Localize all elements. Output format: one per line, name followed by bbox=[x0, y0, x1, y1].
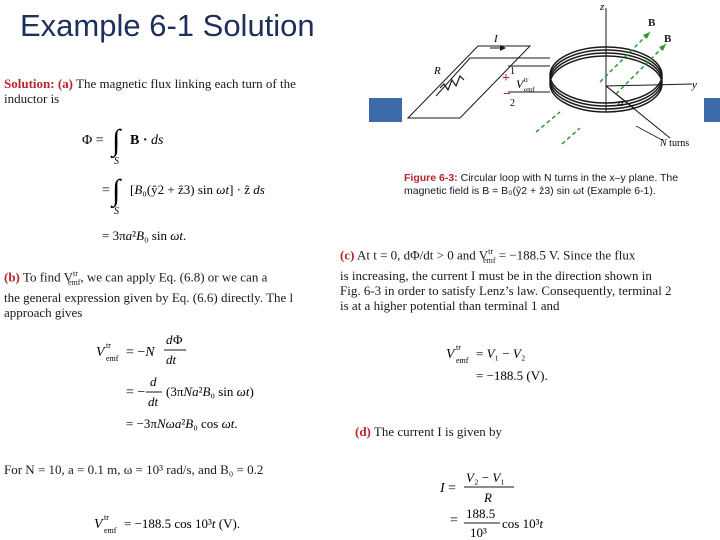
y-axis bbox=[606, 84, 692, 86]
eq-neg-N: = −N bbox=[126, 345, 155, 360]
part-b-text: (b) To find $V^{tr}_{emf}$, we can apply Eq. (6.8) or we can a the general expression given by Eq. (6.6) directly. The l approach gives bbox=[4, 269, 294, 320]
values-line: For N = 10, a = 0.1 m, ω = 10³ rad/s, and B₀ = 0.2 bbox=[4, 462, 264, 477]
part-c-eq1: = V₁ − V₂ bbox=[476, 346, 526, 361]
figure-caption-line2: magnetic field is B = B₀(ŷ2 + ẑ3) sin ωt (Example 6-1). bbox=[404, 185, 656, 197]
figure-caption-label: Figure 6-3: bbox=[404, 172, 458, 184]
eq3: = −3πNωa²B₀ cos ωt. bbox=[126, 416, 238, 431]
solution-label: Solution: bbox=[4, 76, 55, 91]
emf-sub-2: emf bbox=[104, 526, 117, 535]
dt-den: dt bbox=[166, 352, 177, 367]
flux-eq-line2-eq: = bbox=[102, 183, 110, 198]
plus-sign: + bbox=[502, 71, 510, 86]
part-d-line1: The current I is given by bbox=[373, 424, 503, 439]
blue-bar-left bbox=[369, 98, 402, 122]
figure-6-3 bbox=[400, 0, 710, 160]
part-b-line1: To find V bbox=[22, 269, 74, 285]
frac2-num: 188.5 bbox=[466, 506, 496, 521]
current-eq-lhs: I = bbox=[440, 481, 457, 496]
emf-sub-1: emf bbox=[106, 354, 119, 363]
integral-sign-1: ∫ bbox=[112, 124, 121, 157]
y-axis-label: y bbox=[692, 79, 697, 91]
current-eq2-tail: cos 10³t bbox=[502, 516, 544, 531]
v-emf-symbol-1: V bbox=[96, 345, 105, 360]
tr-sup-2: tr bbox=[104, 513, 109, 522]
minus-sign: − bbox=[503, 87, 511, 102]
figure-caption bbox=[404, 172, 678, 198]
part-c-equations bbox=[442, 340, 662, 390]
part-d-text bbox=[355, 424, 502, 439]
terminal-2-label: 2 bbox=[510, 98, 515, 109]
part-c-line3: Fig. 6-3 in order to satisfy Lenz’s law. Consequently, terminal 2 bbox=[340, 282, 672, 298]
part-b-line1b: , we can apply Eq. (6.8) or we can a bbox=[80, 269, 268, 285]
slide-title: Example 6-1 Solution bbox=[20, 8, 315, 43]
tr-sup-3: tr bbox=[456, 343, 461, 352]
b-arrowhead-2 bbox=[659, 44, 666, 51]
b-field-line-3 bbox=[536, 112, 560, 132]
part-c-line2: is increasing, the current I must be in the direction shown in bbox=[340, 267, 652, 283]
flux-eq-line3: = 3πa²B₀ sin ωt. bbox=[102, 228, 187, 243]
part-a-line2: inductor is bbox=[4, 91, 60, 106]
integral-S-2: S bbox=[114, 206, 119, 217]
flux-eq-line1-body: B · ds bbox=[130, 133, 164, 148]
v-emf-symbol-3: V bbox=[446, 347, 455, 362]
dt-den-2: dt bbox=[148, 394, 159, 409]
b-label-2: B bbox=[664, 33, 672, 45]
v-emf-symbol-2: V bbox=[94, 517, 103, 532]
dphi-num: d bbox=[166, 332, 173, 347]
part-c-line4: is at a higher potential than terminal 1 and bbox=[340, 297, 560, 313]
b-field-line-4 bbox=[562, 128, 580, 144]
part-b-equations bbox=[92, 330, 342, 435]
part-c-line1b: = −188.5 V. Since the flux bbox=[495, 247, 636, 263]
integral-S-1: S bbox=[114, 156, 119, 167]
figure-caption-line1: Circular loop with N turns in the x–y plane. The bbox=[457, 172, 679, 184]
eq2-neg: = − bbox=[126, 385, 146, 400]
z-axis-label: z bbox=[600, 1, 605, 13]
d-num: d bbox=[150, 374, 157, 389]
frac1-num: V₂ − V₁ bbox=[466, 470, 505, 485]
final-eq-rhs: = −188.5 cos 10³t (V). bbox=[124, 516, 241, 531]
part-c-label: (c) bbox=[340, 247, 355, 263]
part-b-label: (b) bbox=[4, 269, 20, 285]
frac2-den: 10³ bbox=[470, 525, 487, 540]
emf-sub-3: emf bbox=[456, 356, 469, 365]
flux-eq-line1: Φ = bbox=[82, 133, 104, 148]
n-turns-label: N turns bbox=[660, 138, 690, 149]
terminal-1-label: 1 bbox=[510, 66, 515, 77]
part-b-line3: approach gives bbox=[4, 304, 83, 320]
tr-fig: tr bbox=[524, 76, 529, 84]
part-c-text: (c) At t = 0, dΦ/dt > 0 and $V^{tr}_{emf} = -188.5$ V. Since the flux is increasing, the current I must be in the direction shown in Fig. 6-3 in order to satisfy Lenz’s law. Consequently, terminal 2 is at a higher potential than terminal 1 and bbox=[340, 247, 672, 313]
v-emf-fig: V bbox=[516, 77, 524, 91]
resistor-label: R bbox=[434, 65, 441, 77]
radius-label: a bbox=[618, 97, 624, 109]
phi-num: Φ bbox=[173, 332, 183, 347]
part-a-equations bbox=[78, 118, 338, 248]
part-d-equations bbox=[436, 466, 636, 540]
flux-eq-line2-body: [B₀(ŷ2 + ẑ3) sin ωt] · ẑ ds bbox=[130, 182, 265, 197]
tr-sup-1: tr bbox=[106, 341, 111, 350]
part-b-line2: the general expression given by Eq. (6.6) directly. The l bbox=[4, 289, 294, 305]
part-c-line1: At t = 0, dΦ/dt > 0 and V bbox=[356, 247, 489, 263]
emf-fig: emf bbox=[524, 86, 535, 94]
part-a-line1: The magnetic flux linking each turn of the bbox=[76, 76, 296, 91]
part-a-label: (a) bbox=[57, 76, 73, 91]
part-a-text bbox=[4, 76, 296, 106]
current-eq2-eq: = bbox=[450, 513, 458, 528]
current-label: I bbox=[494, 33, 498, 45]
integral-sign-2: ∫ bbox=[112, 174, 121, 207]
frac1-den: R bbox=[484, 490, 492, 505]
part-d-label: (d) bbox=[355, 424, 371, 439]
final-equation bbox=[90, 508, 330, 536]
b-arrowhead-1 bbox=[643, 32, 650, 39]
eq2-tail: (3πNa²B₀ sin ωt) bbox=[166, 384, 254, 399]
part-c-eq2: = −188.5 (V). bbox=[476, 368, 548, 383]
b-label-1: B bbox=[648, 17, 656, 29]
